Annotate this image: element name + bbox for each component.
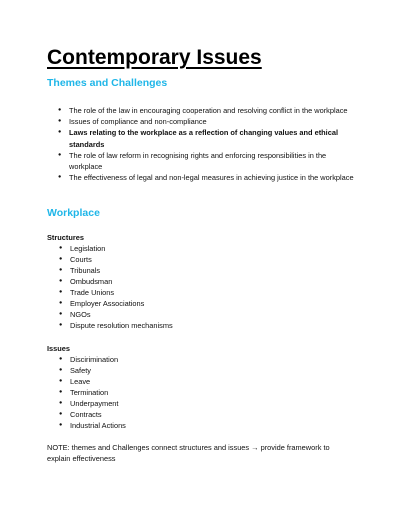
issues-list-item: ● Termination <box>70 387 360 398</box>
themes-list-item: ● The role of law reform in recognising rights and enforcing responsibilities in the workplace <box>69 150 360 172</box>
workplace-heading: Workplace <box>47 207 100 220</box>
themes-list <box>47 105 360 183</box>
page-title: Contemporary Issues <box>47 46 262 69</box>
structures-label: Structures <box>47 233 84 243</box>
structures-list-item: ● Legislation <box>70 243 360 254</box>
issues-label: Issues <box>47 344 71 354</box>
structures-list-item: ● Employer Associations <box>70 298 360 309</box>
themes-list-item: ● Laws relating to the workplace as a reflection of changing values and ethical standards <box>69 127 360 149</box>
issues-list-item: ● Discirimination <box>70 354 360 365</box>
structures-list-item: ● Tribunals <box>70 265 360 276</box>
structures-list-item: ● Trade Unions <box>70 287 360 298</box>
structures-list-item: ● NGOs <box>70 309 360 320</box>
themes-heading: Themes and Challenges <box>47 77 168 89</box>
issues-list-item: ● Safety <box>70 365 360 376</box>
structures-list-item: ● Dispute resolution mechanisms <box>70 320 360 331</box>
structures-list-item: ● Courts <box>70 254 360 265</box>
issues-list-item: ● Leave <box>70 376 360 387</box>
themes-list-item: ● The role of the law in encouraging cooperation and resolving conflict in the workplace <box>69 105 360 116</box>
structures-list-item: ● Ombudsman <box>70 276 360 287</box>
themes-list-item: ● The effectiveness of legal and non-legal measures in achieving justice in the workplace <box>69 172 360 183</box>
issues-list <box>47 354 360 431</box>
structures-list <box>47 243 360 331</box>
themes-list-item: ● Issues of compliance and non-compliance <box>69 116 360 127</box>
issues-list-item: ● Underpayment <box>70 398 360 409</box>
issues-list-item: ● Contracts <box>70 409 360 420</box>
issues-list-item: ● Industrial Actions <box>70 420 360 431</box>
note-paragraph: NOTE: themes and Challenges connect structures and issues → provide framework to explain effectiveness <box>47 443 330 464</box>
